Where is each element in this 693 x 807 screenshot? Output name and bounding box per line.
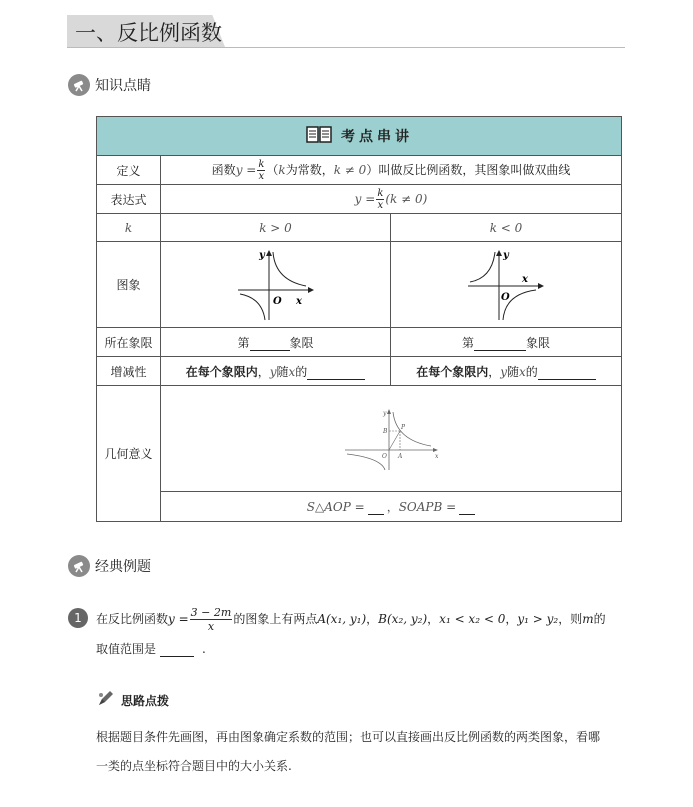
expr-num: k (377, 187, 384, 199)
expr-y-eq: y = (354, 191, 376, 206)
pen-icon (96, 688, 116, 712)
ex-y-eq: y = (168, 612, 189, 626)
table-header (97, 117, 622, 156)
hint-header (96, 688, 169, 712)
quadrant-post: 象限 (526, 335, 551, 350)
quadrant-pre: 第 (461, 335, 474, 350)
monotonic-cell-right (391, 357, 622, 386)
ex-comma4: ，则 (558, 612, 583, 626)
monotonic-y: y (500, 364, 507, 379)
section-label-examples: 经典例题 (95, 559, 151, 575)
geometry-graph-cell (161, 386, 622, 492)
ex-comma3: ， (505, 612, 518, 626)
quadrant-blank[interactable] (474, 350, 526, 351)
geo-p-label: P (401, 423, 406, 431)
ex-line2-prefix: 取值范围是 (96, 642, 157, 656)
knowledge-table (96, 116, 622, 522)
monotonic-bold: 在每个象限内 (185, 364, 258, 379)
geometry-area-cell (161, 492, 622, 522)
quadrant-cell-right (391, 328, 622, 357)
area-oapb-label: SOAPB = (398, 500, 457, 514)
ex-line1-end: 的 (593, 612, 606, 626)
area-oapb-blank[interactable] (459, 514, 475, 515)
area-aop-label: S△AOP = (306, 500, 365, 514)
ex-comma1: ， (366, 612, 379, 626)
monotonic-cell-left (161, 357, 391, 386)
row-label-quadrant: 所在象限 (97, 328, 161, 357)
ex-line2-end: . (202, 642, 206, 656)
ex-fraction (190, 606, 233, 633)
example-line-1 (96, 606, 606, 633)
ex-cond2: y₁ > y₂ (517, 612, 559, 626)
definition-cell (161, 156, 622, 185)
book-icon (305, 124, 333, 148)
def-y-eq: y = (235, 162, 257, 177)
quadrant-post: 象限 (289, 335, 314, 350)
monotonic-sui: 随 (276, 364, 289, 379)
quadrant-pre: 第 (237, 335, 250, 350)
hint-label: 思路点拨 (121, 693, 170, 708)
ex-cond1: x₁ < x₂ < 0 (439, 612, 506, 626)
monotonic-x: x (288, 364, 296, 379)
monotonic-comma: ， (488, 364, 501, 379)
monotonic-x: x (519, 364, 526, 379)
def-suffix: ）叫做反比例函数，其图象叫做双曲线 (366, 162, 571, 177)
section-knowledge (68, 74, 151, 96)
def-fraction (257, 159, 265, 182)
axis-x-label: x (522, 273, 528, 285)
hint-line-2: 一类的点坐标符合题目中的大小关系. (96, 759, 292, 773)
geo-x-label: x (435, 452, 439, 460)
k-negative-cell: k < 0 (391, 214, 622, 242)
def-prefix: 函数 (211, 162, 236, 177)
title-bar (67, 15, 625, 48)
monotonic-sui: 随 (507, 364, 520, 379)
hint-line-1: 根据题目条件先画图，再由图象确定系数的范围；也可以直接画出反比例函数的两类图象，看哪 (96, 730, 601, 744)
ex-point-b: B(x₂, y₂) (378, 612, 428, 626)
answer-blank[interactable] (160, 656, 194, 657)
axis-y-label: y (258, 249, 265, 261)
geo-b-label: B (383, 427, 388, 435)
example-number: 1 (68, 608, 88, 628)
area-aop-blank[interactable] (368, 514, 384, 515)
ex-m: m (582, 612, 594, 626)
expr-cond: (k ≠ 0) (385, 191, 428, 206)
monotonic-bold: 在每个象限内 (416, 364, 489, 379)
monotonic-y: y (269, 364, 277, 379)
row-label-image: 图象 (97, 242, 161, 328)
graph-k-negative (391, 242, 622, 328)
hyperbola-negative-graph (466, 248, 546, 322)
row-label-monotonic: 增减性 (97, 357, 161, 386)
ex-comma2: ， (427, 612, 440, 626)
axis-x-label: x (295, 295, 302, 307)
origin-label: O (501, 291, 510, 303)
ex-point-a: A(x₁, y₁) (317, 612, 367, 626)
geo-a-label: A (398, 452, 403, 460)
expr-den: x (377, 199, 384, 211)
ex-mid: 的图象上有两点 (233, 612, 318, 626)
geometry-graph (341, 406, 441, 472)
row-label-expression: 表达式 (97, 185, 161, 214)
def-cond: k ≠ 0 (333, 162, 367, 177)
ex-prefix: 在反比例函数 (96, 612, 169, 626)
def-mid: （ (266, 162, 279, 177)
expression-cell (161, 185, 622, 214)
def-num: k (258, 158, 265, 170)
quadrant-blank[interactable] (250, 350, 290, 351)
example-line-2 (96, 640, 206, 657)
table-header-label: 考点串讲 (341, 129, 413, 145)
geo-o-label: O (382, 452, 387, 460)
area-sep: ， (386, 500, 399, 514)
telescope-icon (68, 555, 90, 577)
quadrant-cell-left (161, 328, 391, 357)
def-k: k (278, 162, 286, 177)
section-label-knowledge: 知识点睛 (95, 78, 151, 94)
monotonic-de: 的 (525, 364, 538, 379)
origin-label: O (272, 295, 282, 307)
row-label-geometry: 几何意义 (97, 386, 161, 522)
page-title: 一、反比例函数 (75, 21, 222, 45)
section-examples (68, 555, 151, 577)
monotonic-de: 的 (295, 364, 308, 379)
telescope-icon (68, 74, 90, 96)
def-den: x (258, 170, 265, 182)
monotonic-blank[interactable] (307, 379, 365, 380)
row-label-k: k (97, 214, 161, 242)
k-positive-cell: k > 0 (161, 214, 391, 242)
graph-k-positive (161, 242, 391, 328)
ex-num: 3 − 2m (190, 606, 232, 619)
def-after-k: 为常数， (285, 162, 334, 177)
geo-y-label: y (383, 409, 387, 417)
hyperbola-positive-graph (236, 248, 316, 322)
monotonic-blank[interactable] (538, 379, 596, 380)
monotonic-comma: ， (257, 364, 270, 379)
row-label-definition: 定义 (97, 156, 161, 185)
axis-y-label: y (503, 249, 509, 261)
ex-den: x (207, 620, 215, 633)
expr-fraction (376, 188, 384, 211)
